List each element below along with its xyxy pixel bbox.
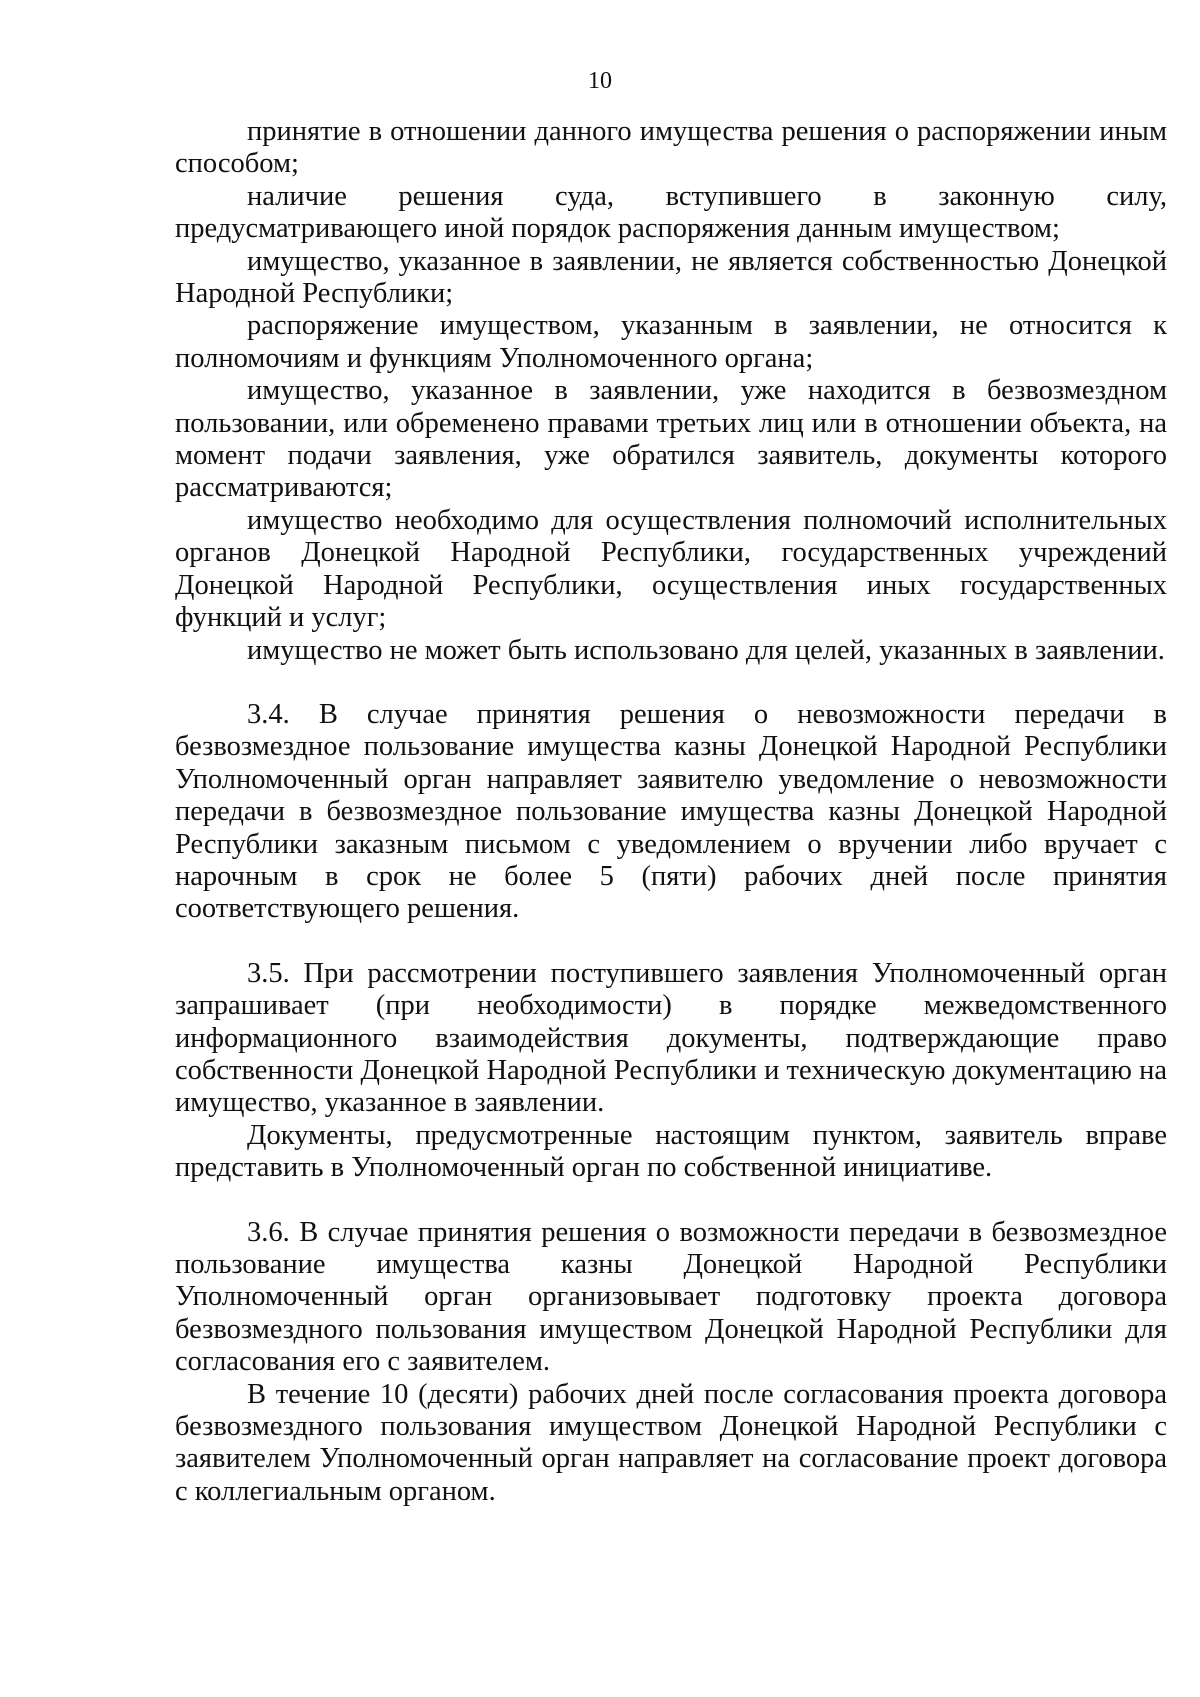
paragraph-3-5: 3.5. При рассмотрении поступившего заявления Уполномоченный орган запрашивает (при необходимости) в порядке межведомственного информационного взаимодействия документы, подтверждающие право собственности Донецкой Народной Республики и техническую документацию на имущество, указанное в заявлении.	[175, 957, 1167, 1119]
paragraph-3-4: 3.4. В случае принятия решения о невозможности передачи в безвозмездное пользование имущества казны Донецкой Народной Республики Уполномоченный орган направляет заявителю уведомление о невозможности передачи в безвозмездное пользование имущества казны Донецкой Народной Республики заказным письмом с уведомлением о вручении либо вручает с нарочным в срок не более 5 (пяти) рабочих дней после принятия соответствующего решения.	[175, 698, 1167, 925]
paragraph-not-republic-property: имущество, указанное в заявлении, не является собственностью Донецкой Народной Республики;	[175, 245, 1167, 310]
paragraph-3-5-documents: Документы, предусмотренные настоящим пунктом, заявитель вправе представить в Уполномоченный орган по собственной инициативе.	[175, 1119, 1167, 1184]
paragraph-3-6: 3.6. В случае принятия решения о возможности передачи в безвозмездное пользование имущества казны Донецкой Народной Республики Уполномоченный орган организовывает подготовку проекта договора безвозмездного пользования имуществом Донецкой Народной Республики для согласования его с заявителем.	[175, 1216, 1167, 1378]
paragraph-not-authority-competence: распоряжение имуществом, указанным в заявлении, не относится к полномочиям и функциям Уполномоченного органа;	[175, 310, 1167, 374]
document-body	[175, 116, 1167, 1508]
paragraph-cannot-be-used: имущество не может быть использовано для целей, указанных в заявлении.	[247, 634, 1165, 666]
page-number: 10	[588, 68, 612, 94]
paragraph-court-decision: наличие решения суда, вступившего в законную силу, предусматривающего иной порядок распоряжения данным имуществом;	[175, 180, 1167, 245]
paragraph-disposal-other-way: принятие в отношении данного имущества решения о распоряжении иным способом;	[175, 116, 1167, 180]
paragraph-needed-for-authorities: имущество необходимо для осуществления полномочий исполнительных органов Донецкой Народной Республики, государственных учреждений Донецкой Народной Республики, осуществления иных государственных функций и услуг;	[175, 504, 1167, 634]
paragraph-already-in-use: имущество, указанное в заявлении, уже находится в безвозмездном пользовании, или обременено правами третьих лиц или в отношении объекта, на момент подачи заявления, уже обратился заявитель, документы которого рассматриваются;	[175, 375, 1167, 504]
paragraph-3-6-approval: В течение 10 (десяти) рабочих дней после согласования проекта договора безвозмездного пользования имуществом Донецкой Народной Республики с заявителем Уполномоченный орган направляет на согласование проект договора с коллегиальным органом.	[175, 1378, 1167, 1507]
